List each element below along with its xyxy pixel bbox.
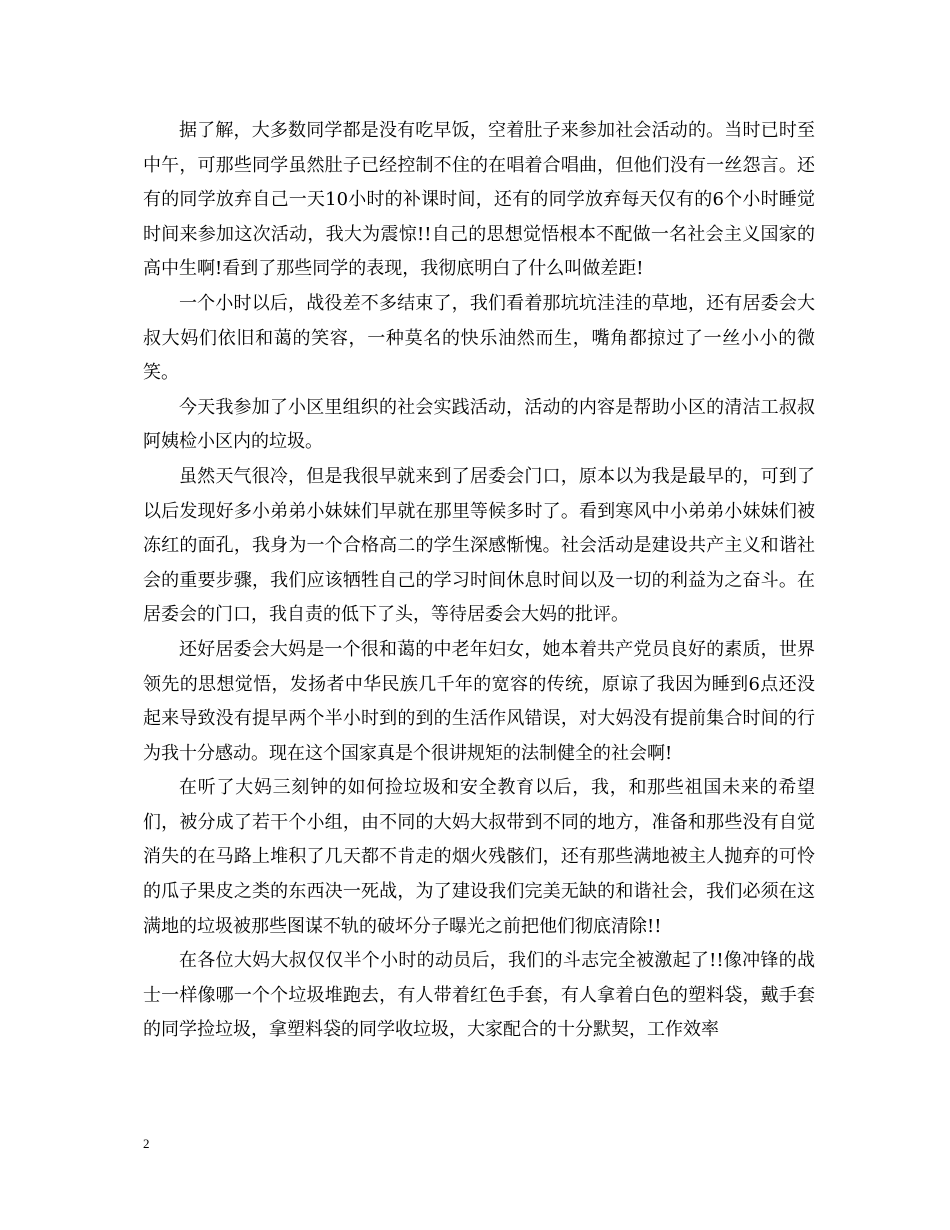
paragraph-3: 今天我参加了小区里组织的社会实践活动，活动的内容是帮助小区的清洁工叔叔阿姨检小区内的垃圾。 [143, 396, 815, 453]
body-text [143, 114, 815, 1048]
paragraph-2: 一个小时以后，战役差不多结束了，我们看着那坑坑洼洼的草地，还有居委会大叔大妈们依旧和蔼的笑容，一种莫名的快乐油然而生，嘴角都掠过了一丝小小的微笑。 [143, 292, 815, 384]
paragraph-4: 虽然天气很冷，但是我很早就来到了居委会门口，原本以为我是最早的，可到了以后发现好多小弟弟小妹妹们早就在那里等候多时了。看到寒风中小弟弟小妹妹们被冻红的面孔，我身为一个合格高二的学生深感惭愧。社会活动是建设共产主义和谐社会的重要步骤，我们应该牺牲自己的学习时间休息时间以及一切的利益为之奋斗。在居委会的门口，我自责的低下了头，等待居委会大妈的批评。 [143, 465, 815, 626]
paragraph-6: 在听了大妈三刻钟的如何捡垃圾和安全教育以后，我，和那些祖国未来的希望们，被分成了若干个小组，由不同的大妈大叔带到不同的地方，准备和那些没有自觉消失的在马路上堆积了几天都不肯走的烟火残骸们，还有那些满地被主人抛弃的可怜的瓜子果皮之类的东西决一死战，为了建设我们完美无缺的和谐社会，我们必须在这满地的垃圾被那些图谋不轨的破坏分子曝光之前把他们彻底清除!! [143, 777, 815, 937]
paragraph-5: 还好居委会大妈是一个很和蔼的中老年妇女，她本着共产党员良好的素质，世界领先的思想觉悟，发扬者中华民族几千年的宽容的传统，原谅了我因为睡到6点还没起来导致没有提早两个半小时到的到的生活作风错误，对大妈没有提前集合时间的行为我十分感动。现在这个国家真是个很讲规矩的法制健全的社会啊! [143, 638, 815, 764]
paragraph-1: 据了解，大多数同学都是没有吃早饭，空着肚子来参加社会活动的。当时已时至中午，可那些同学虽然肚子已经控制不住的在唱着合唱曲，但他们没有一丝怨言。还有的同学放弃自己一天10小时的补课时间，还有的同学放弃每天仅有的6个小时睡觉时间来参加这次活动，我大为震惊!!自己的思想觉悟根本不配做一名社会主义国家的高中生啊!看到了那些同学的表现，我彻底明白了什么叫做差距! [143, 120, 815, 280]
paragraph-7: 在各位大妈大叔仅仅半个小时的动员后，我们的斗志完全被激起了!!像冲锋的战士一样像哪一个个垃圾堆跑去，有人带着红色手套，有人拿着白色的塑料袋，戴手套的同学捡垃圾，拿塑料袋的同学收垃圾，大家配合的十分默契，工作效率 [143, 950, 815, 1041]
page-number: 2 [143, 1136, 150, 1151]
